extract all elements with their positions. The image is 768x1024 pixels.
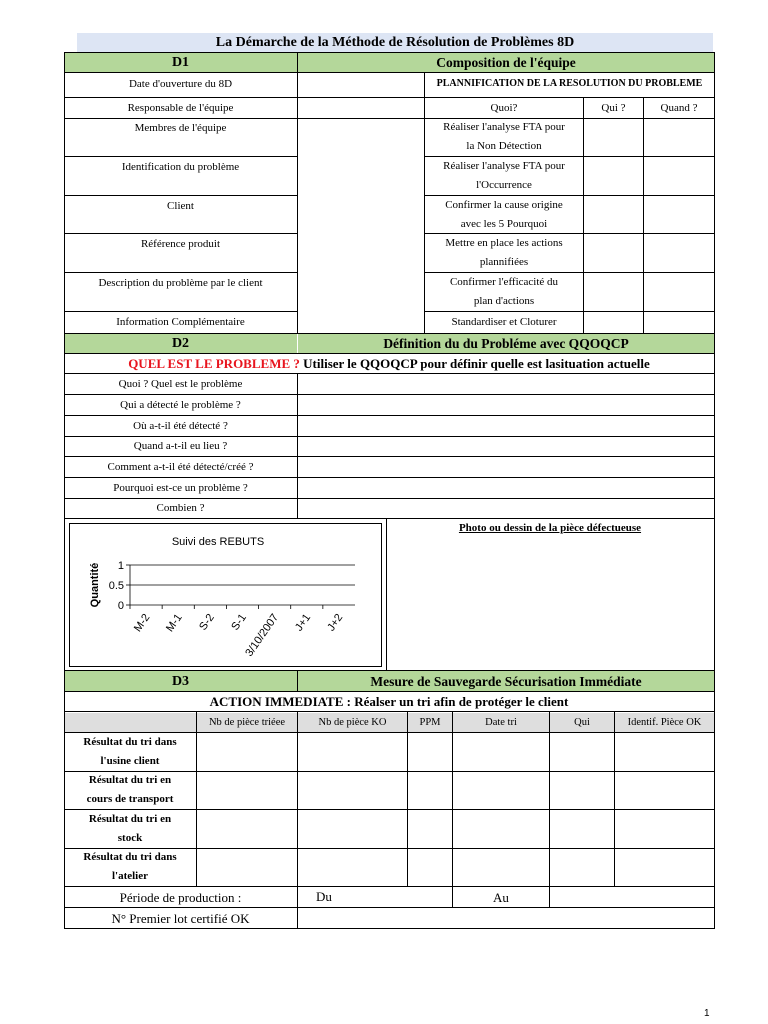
input-date-ouverture[interactable] — [298, 73, 424, 97]
page-number: 1 — [704, 1008, 710, 1019]
action-line: plannifiées — [479, 256, 529, 268]
question-red: QUEL EST LE PROBLEME ? — [128, 355, 300, 371]
lot-label: N° Premier lot certifié OK — [111, 910, 250, 926]
chart-title: Suivi des REBUTS — [171, 536, 265, 548]
team-composition-header: Composition de l'équipe — [298, 53, 714, 72]
grid-line — [64, 771, 714, 772]
grid-line — [297, 711, 298, 887]
grid-line — [64, 886, 714, 887]
grid-line — [64, 928, 714, 929]
rebuts-chart-frame — [69, 523, 382, 667]
tri-line: Résultat du tri en — [88, 774, 172, 786]
grid-line — [64, 333, 714, 334]
grid-line — [64, 436, 714, 437]
grid-line — [64, 907, 714, 908]
grid-line — [407, 711, 408, 887]
field-description: Description du problème par le client — [98, 276, 263, 289]
col-identif: Identif. Pièce OK — [627, 716, 702, 728]
grid-line — [64, 477, 714, 478]
tri-line: stock — [117, 832, 143, 844]
qqoqcp-answer-ou[interactable] — [298, 416, 714, 436]
photo-label: Photo ou dessin de la pièce défectueuse — [458, 521, 642, 534]
grid-line — [64, 498, 714, 499]
au-input[interactable] — [550, 888, 714, 907]
grid-line — [386, 518, 387, 671]
col-quand: Quand ? — [660, 101, 698, 114]
grid-line — [64, 195, 297, 196]
du-input[interactable] — [298, 888, 452, 907]
grid-line — [452, 887, 453, 907]
action-fta-non-detection — [425, 118, 583, 156]
field-date-ouverture: Date d'ouverture du 8D — [128, 78, 233, 90]
grid-line — [424, 195, 714, 196]
grid-line — [297, 670, 298, 691]
d2-question — [64, 353, 714, 373]
action-immediate: ACTION IMMEDIATE : Réalser un tri afin de protéger le client — [209, 693, 569, 709]
grid-line — [549, 711, 550, 887]
field-client: Client — [167, 199, 194, 212]
input-responsable[interactable] — [298, 98, 424, 118]
chart-xtick-label: S-2 — [197, 611, 217, 633]
grid-line — [714, 52, 715, 929]
grid-line — [424, 156, 714, 157]
grid-line — [64, 373, 714, 374]
tri-line: Résultat du tri dans — [83, 736, 177, 748]
grid-line — [64, 52, 714, 53]
grid-line — [64, 156, 297, 157]
field-responsable: Responsable de l'équipe — [127, 101, 234, 114]
grid-line — [297, 52, 298, 333]
col-quoi: Quoi? — [490, 101, 518, 114]
chart-ytick-label: 0.5 — [108, 580, 124, 592]
chart-xtick-label: 3/10/2007 — [243, 611, 282, 659]
grid-line — [583, 98, 584, 333]
grid-line — [64, 415, 714, 416]
action-line: Mettre en place les actions — [445, 237, 563, 249]
d3-label: D3 — [64, 671, 297, 691]
chart-xtick-label: J+1 — [293, 611, 314, 634]
col-nb-ko: Nb de pièce KO — [318, 716, 387, 728]
grid-line — [64, 518, 714, 519]
grid-line — [64, 711, 714, 712]
photo-area[interactable] — [390, 540, 712, 668]
qqoqcp-combien: Combien ? — [156, 501, 205, 514]
grid-line — [549, 887, 550, 907]
field-reference: Référence produit — [140, 237, 221, 250]
input-reference[interactable] — [298, 234, 424, 272]
grid-line — [424, 233, 714, 234]
action-cause-origine — [425, 196, 583, 234]
grid-line — [452, 711, 453, 887]
qqoqcp-answer-pourquoi[interactable] — [298, 478, 714, 498]
lot-input[interactable] — [298, 908, 714, 928]
qqoqcp-answer-combien[interactable] — [298, 498, 714, 518]
action-line: Réaliser l'analyse FTA pour — [443, 121, 565, 133]
tri-usine-client — [64, 733, 196, 771]
tri-line: l'usine client — [100, 755, 160, 767]
chart-ylabel: Quantité — [89, 562, 101, 608]
planning-header: PLANNIFICATION DE LA RESOLUTION DU PROBLEME — [436, 78, 703, 89]
chart-xtick-label: M-2 — [131, 611, 153, 635]
page-title: La Démarche de la Méthode de Résolution de Problèmes 8D — [215, 35, 575, 50]
grid-line — [297, 373, 298, 518]
tri-line: Résultat du tri dans — [83, 851, 177, 863]
tri-line: cours de transport — [86, 793, 174, 805]
action-line: Confirmer l'efficacité du — [449, 276, 559, 288]
action-line: plan d'actions — [473, 295, 535, 307]
col-ppm: PPM — [419, 716, 441, 728]
d3-header: Mesure de Sauvegarde Sécurisation Immédiate — [298, 671, 714, 691]
grid-line — [297, 887, 298, 929]
qqoqcp-qui: Qui a détecté le problème ? — [120, 398, 241, 411]
grid-line — [196, 711, 197, 887]
grid-line — [64, 97, 714, 98]
grid-line — [64, 848, 714, 849]
input-identification[interactable] — [298, 157, 424, 195]
action-mettre-en-place — [425, 234, 583, 272]
grid-line — [64, 311, 297, 312]
chart-xtick-label: S-1 — [229, 611, 249, 633]
grid-line — [64, 809, 714, 810]
d2-header: Définition du du Probléme avec QQOQCP — [298, 333, 714, 353]
qqoqcp-answer-quand[interactable] — [298, 436, 714, 456]
grid-line — [64, 394, 714, 395]
chart-xtick-label: J+2 — [325, 611, 346, 634]
action-line: l'Occurrence — [476, 179, 532, 191]
qqoqcp-answer-quoi[interactable] — [298, 374, 714, 394]
input-membres[interactable] — [298, 119, 424, 156]
action-line: Réaliser l'analyse FTA pour — [443, 160, 565, 172]
input-client[interactable] — [298, 196, 424, 233]
tri-stock — [64, 810, 196, 848]
field-information: Information Complémentaire — [116, 315, 245, 328]
qqoqcp-answer-comment[interactable] — [298, 457, 714, 477]
field-membres: Membres de l'équipe — [134, 121, 227, 134]
grid-line — [643, 98, 644, 333]
au-label: Au — [493, 889, 509, 905]
grid-line — [64, 72, 714, 73]
production-label: Période de production : — [119, 889, 242, 905]
grid-line — [64, 52, 65, 929]
grid-line — [424, 311, 714, 312]
col-date-tri: Date tri — [485, 716, 517, 728]
qqoqcp-quoi: Quoi ? Quel est le problème — [118, 377, 243, 390]
question-rest: Utiliser le QQOQCP pour définir quelle est lasituation actuelle — [299, 355, 650, 371]
col-nb-triee: Nb de pièce triéee — [208, 716, 286, 728]
col-qui: Qui ? — [601, 101, 626, 114]
input-information[interactable] — [298, 312, 424, 332]
chart-xtick-label: M-1 — [163, 611, 185, 635]
action-standardiser: Standardiser et Cloturer — [451, 315, 557, 328]
tri-atelier — [64, 848, 196, 886]
action-line: avec les 5 Pourquoi — [460, 218, 548, 230]
action-line: Confirmer la cause origine — [445, 199, 563, 211]
chart-ytick-label: 0 — [117, 600, 124, 612]
du-label: Du — [316, 889, 332, 904]
tri-line: Résultat du tri en — [88, 813, 172, 825]
grid-line — [64, 118, 714, 119]
input-description[interactable] — [298, 273, 424, 311]
qqoqcp-pourquoi: Pourquoi est-ce un problème ? — [113, 481, 248, 494]
action-fta-occurrence — [425, 157, 583, 195]
grid-line — [64, 272, 297, 273]
grid-line — [614, 711, 615, 887]
grid-line — [64, 233, 297, 234]
grid-line — [424, 272, 714, 273]
d2-label: D2 — [64, 333, 297, 353]
col-qui-tri: Qui — [574, 716, 590, 728]
qqoqcp-quand: Quand a-t-il eu lieu ? — [133, 439, 228, 452]
grid-line — [297, 353, 298, 354]
grid-line — [64, 670, 714, 671]
qqoqcp-answer-qui[interactable] — [298, 395, 714, 415]
rebuts-chart — [70, 524, 381, 666]
qqoqcp-ou: Où a-t-il été détecté ? — [133, 419, 228, 432]
tri-line: l'atelier — [111, 870, 149, 882]
grid-line — [424, 72, 425, 333]
action-line: la Non Détection — [466, 140, 542, 152]
action-efficacite — [425, 273, 583, 311]
chart-ytick-label: 1 — [117, 560, 124, 572]
grid-line — [64, 456, 714, 457]
qqoqcp-comment: Comment a-t-il été détecté/créé ? — [107, 460, 254, 473]
grid-line — [64, 732, 714, 733]
field-identification: Identification du problème — [121, 160, 240, 173]
d1-label: D1 — [64, 53, 297, 72]
grid-line — [64, 691, 714, 692]
tri-transport — [64, 771, 196, 809]
grid-line — [64, 353, 714, 354]
